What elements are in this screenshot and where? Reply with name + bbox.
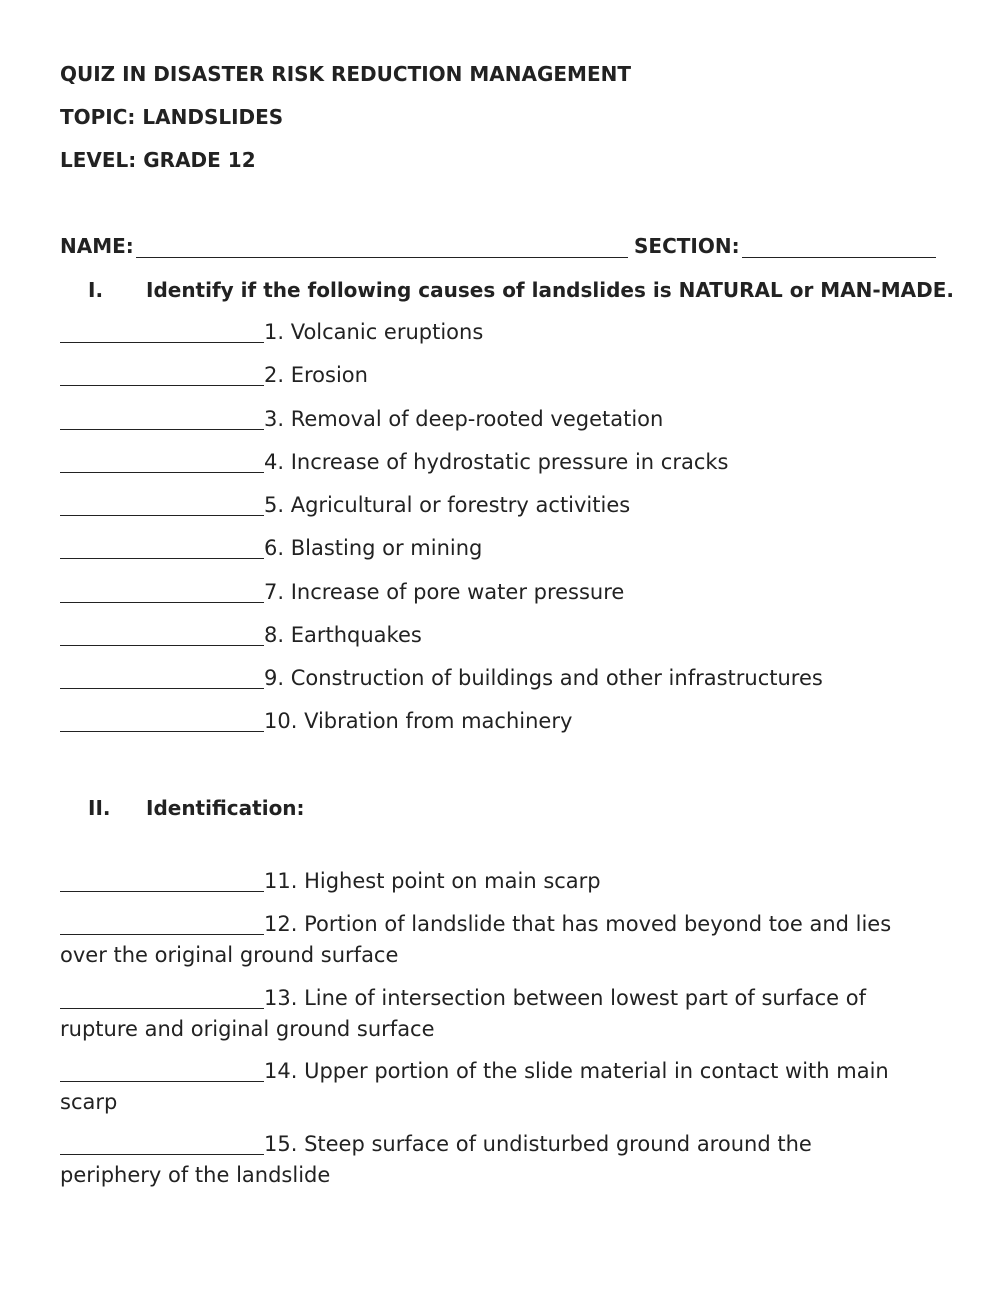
question-item <box>60 490 940 521</box>
question-text-continued: scarp <box>60 1090 118 1114</box>
question-text: 4. Increase of hydrostatic pressure in cracks <box>264 450 729 474</box>
part1-instruction: Identify if the following causes of landslides is NATURAL or MAN-MADE. <box>146 278 954 302</box>
question-item <box>60 360 940 391</box>
question-text: 10. Vibration from machinery <box>264 709 573 733</box>
question-text: 11. Highest point on main scarp <box>264 869 601 893</box>
question-item <box>60 404 940 435</box>
question-item <box>60 909 940 971</box>
question-text: 7. Increase of pore water pressure <box>264 580 625 604</box>
section-label: SECTION: <box>634 234 740 258</box>
question-item <box>60 706 940 737</box>
question-text: 9. Construction of buildings and other infrastructures <box>264 666 823 690</box>
question-text: 8. Earthquakes <box>264 623 422 647</box>
section-blank[interactable] <box>742 257 936 258</box>
question-item <box>60 620 940 651</box>
question-text: 13. Line of intersection between lowest part of surface of <box>264 986 866 1010</box>
part2-heading <box>88 794 305 822</box>
answer-blank[interactable] <box>60 536 264 559</box>
question-text-continued: over the original ground surface <box>60 943 399 967</box>
answer-blank[interactable] <box>60 493 264 516</box>
answer-blank[interactable] <box>60 450 264 473</box>
part2-instruction: Identification: <box>146 796 305 820</box>
question-text: 3. Removal of deep-rooted vegetation <box>264 407 664 431</box>
answer-blank[interactable] <box>60 986 264 1009</box>
answer-blank[interactable] <box>60 320 264 343</box>
name-label: NAME: <box>60 234 134 258</box>
name-blank[interactable] <box>136 257 628 258</box>
question-text: 2. Erosion <box>264 363 368 387</box>
answer-blank[interactable] <box>60 1059 264 1082</box>
answer-blank[interactable] <box>60 407 264 430</box>
quiz-topic: TOPIC: LANDSLIDES <box>60 105 284 129</box>
question-text: 6. Blasting or mining <box>264 536 483 560</box>
answer-blank[interactable] <box>60 1132 264 1155</box>
question-item <box>60 317 940 348</box>
part2-number: II. <box>88 796 111 820</box>
answer-blank[interactable] <box>60 912 264 935</box>
question-text: 5. Agricultural or forestry activities <box>264 493 631 517</box>
question-item <box>60 577 940 608</box>
question-text: 14. Upper portion of the slide material in contact with main <box>264 1059 889 1083</box>
question-item <box>60 533 940 564</box>
quiz-level: LEVEL: GRADE 12 <box>60 148 256 172</box>
student-info-row <box>60 232 940 260</box>
question-text-continued: rupture and original ground surface <box>60 1017 435 1041</box>
question-item <box>60 447 940 478</box>
answer-blank[interactable] <box>60 580 264 603</box>
question-text: 15. Steep surface of undisturbed ground around the <box>264 1132 812 1156</box>
answer-blank[interactable] <box>60 869 264 892</box>
part1-number: I. <box>88 278 104 302</box>
answer-blank[interactable] <box>60 363 264 386</box>
answer-blank[interactable] <box>60 709 264 732</box>
question-item <box>60 1056 940 1118</box>
question-text: 12. Portion of landslide that has moved beyond toe and lies <box>264 912 892 936</box>
answer-blank[interactable] <box>60 623 264 646</box>
question-item <box>60 983 940 1045</box>
quiz-title: QUIZ IN DISASTER RISK REDUCTION MANAGEMENT <box>60 62 631 86</box>
part1-heading <box>88 276 954 304</box>
question-text: 1. Volcanic eruptions <box>264 320 484 344</box>
question-item <box>60 1129 940 1191</box>
question-item <box>60 663 940 694</box>
question-text-continued: periphery of the landslide <box>60 1163 331 1187</box>
answer-blank[interactable] <box>60 666 264 689</box>
question-item <box>60 866 940 897</box>
